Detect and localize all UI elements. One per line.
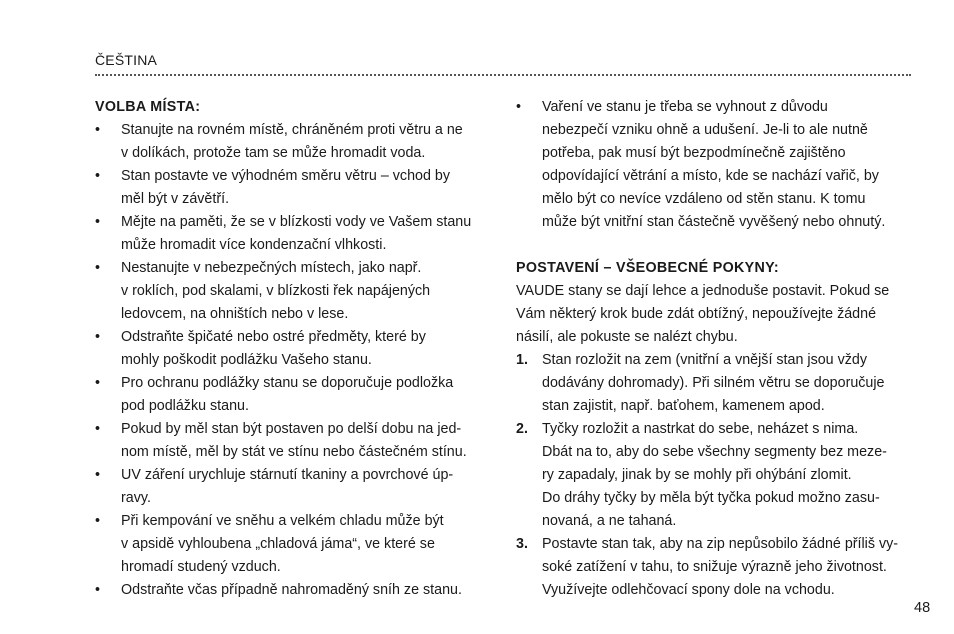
bullet-item bbox=[95, 119, 495, 165]
setup-steps-list bbox=[516, 349, 916, 602]
bullet-item bbox=[95, 579, 495, 602]
numbered-step bbox=[516, 533, 916, 602]
general-setup-intro-paragraph bbox=[516, 280, 916, 349]
text-line: nom místě, měl by stát ve stínu nebo částečném stínu. bbox=[121, 444, 467, 460]
text-line: soké zatížení v tahu, to snižuje výrazně jeho životnost. bbox=[542, 559, 887, 575]
text-line: potřeba, pak musí být bezpodmínečně zajištěno bbox=[542, 145, 846, 161]
bullet-marker: • bbox=[95, 421, 101, 437]
text-line: dodávány dohromady). Při silném větru se doporučuje bbox=[542, 375, 885, 391]
text-line: VAUDE stany se dají lehce a jednoduše postavit. Pokud se bbox=[516, 283, 890, 299]
bullet-item bbox=[95, 464, 495, 510]
section-heading-general-setup: POSTAVENÍ – VŠEOBECNÉ POKYNY: bbox=[516, 260, 779, 276]
text-line: Dbát na to, aby do sebe všechny segmenty bez meze- bbox=[542, 444, 887, 460]
text-line: Vám některý krok bude zdát obtížný, nepoužívejte žádné bbox=[516, 306, 877, 322]
site-selection-bullet-list bbox=[95, 119, 495, 602]
text-line: v apsidě vyhloubena „chladová jáma“, ve které se bbox=[121, 536, 435, 552]
text-line: novaná, a ne tahaná. bbox=[542, 513, 677, 529]
text-line: stan zajistit, např. baťohem, kamenem apod. bbox=[542, 398, 825, 414]
text-line: pod podlážku stanu. bbox=[121, 398, 249, 414]
text-line: odpovídající větrání a místo, kde se nachází vařič, by bbox=[542, 168, 879, 184]
text-line: Do dráhy tyčky by měla být tyčka pokud možno zasu- bbox=[542, 490, 880, 506]
bullet-item bbox=[95, 418, 495, 464]
page-header-language: ČEŠTINA bbox=[95, 52, 158, 68]
text-line: Odstraňte včas případně nahromaděný sníh ze stanu. bbox=[121, 582, 462, 598]
bullet-item bbox=[95, 372, 495, 418]
text-line: Mějte na paměti, že se v blízkosti vody ve Vašem stanu bbox=[121, 214, 472, 230]
section-spacer bbox=[516, 234, 916, 257]
text-line: může hromadit více kondenzační vlhkosti. bbox=[121, 237, 387, 253]
text-line: v dolíkách, protože tam se může hromadit voda. bbox=[121, 145, 426, 161]
text-line: Odstraňte špičaté nebo ostré předměty, které by bbox=[121, 329, 426, 345]
text-line: mohly poškodit podlážku Vašeho stanu. bbox=[121, 352, 372, 368]
bullet-item bbox=[95, 326, 495, 372]
left-column bbox=[95, 96, 495, 602]
page-number: 48 bbox=[914, 600, 931, 616]
text-line: Nestanujte v nebezpečných místech, jako např. bbox=[121, 260, 422, 276]
text-line: násilí, ale pokuste se nalézt chybu. bbox=[516, 329, 738, 345]
bullet-marker: • bbox=[95, 260, 101, 276]
text-line: Stanujte na rovném místě, chráněném proti větru a ne bbox=[121, 122, 463, 138]
bullet-marker: • bbox=[95, 168, 101, 184]
text-line: UV záření urychluje stárnutí tkaniny a povrchové úp- bbox=[121, 467, 454, 483]
bullet-marker: • bbox=[95, 122, 101, 138]
bullet-marker: • bbox=[95, 582, 101, 598]
numbered-step bbox=[516, 418, 916, 533]
step-number: 2. bbox=[516, 421, 528, 437]
text-line: v roklích, pod skalami, v blízkosti řek napájených bbox=[121, 283, 431, 299]
text-line: ledovcem, na ohništích nebo v lese. bbox=[121, 306, 349, 322]
bullet-item bbox=[95, 510, 495, 579]
step-number: 3. bbox=[516, 536, 528, 552]
text-line: ry zapadaly, jinak by se mohly při ohýbání zlomit. bbox=[542, 467, 852, 483]
bullet-item-cooking bbox=[516, 96, 916, 234]
bullet-marker: • bbox=[95, 513, 101, 529]
step-number: 1. bbox=[516, 352, 528, 368]
header-dotted-divider bbox=[95, 74, 911, 76]
bullet-item bbox=[95, 211, 495, 257]
text-line: měl být v závětří. bbox=[121, 191, 230, 207]
bullet-marker: • bbox=[516, 99, 522, 115]
bullet-marker: • bbox=[95, 375, 101, 391]
text-line: Pokud by měl stan být postaven po delší dobu na jed- bbox=[121, 421, 462, 437]
text-line: Využívejte odlehčovací spony dole na vchodu. bbox=[542, 582, 835, 598]
text-line: Postavte stan tak, aby na zip nepůsobilo žádné příliš vy- bbox=[542, 536, 899, 552]
bullet-item bbox=[95, 257, 495, 326]
bullet-marker: • bbox=[95, 467, 101, 483]
section-heading-site-selection: VOLBA MÍSTA: bbox=[95, 99, 201, 115]
bullet-item bbox=[95, 165, 495, 211]
text-line: Při kempování ve sněhu a velkém chladu může být bbox=[121, 513, 444, 529]
right-column bbox=[516, 96, 916, 602]
text-line: Pro ochranu podlážky stanu se doporučuje podložka bbox=[121, 375, 454, 391]
bullet-marker: • bbox=[95, 214, 101, 230]
text-line: nebezpečí vzniku ohně a udušení. Je-li to ale nutně bbox=[542, 122, 868, 138]
bullet-item-text bbox=[542, 96, 916, 234]
text-line: ravy. bbox=[121, 490, 151, 506]
text-line: Stan postavte ve výhodném směru větru – vchod by bbox=[121, 168, 451, 184]
text-line: Stan rozložit na zem (vnitřní a vnější stan jsou vždy bbox=[542, 352, 867, 368]
numbered-step bbox=[516, 349, 916, 418]
text-line: může být vnitřní stan částečně vyvěšený nebo ohnutý. bbox=[542, 214, 886, 230]
text-line: Tyčky rozložit a nastrkat do sebe, neházet s nima. bbox=[542, 421, 859, 437]
text-line: hromadí studený vzduch. bbox=[121, 559, 281, 575]
text-line: mělo být co nevíce vzdáleno od stěn stanu. K tomu bbox=[542, 191, 866, 207]
bullet-marker: • bbox=[95, 329, 101, 345]
text-line: Vaření ve stanu je třeba se vyhnout z důvodu bbox=[542, 99, 828, 115]
